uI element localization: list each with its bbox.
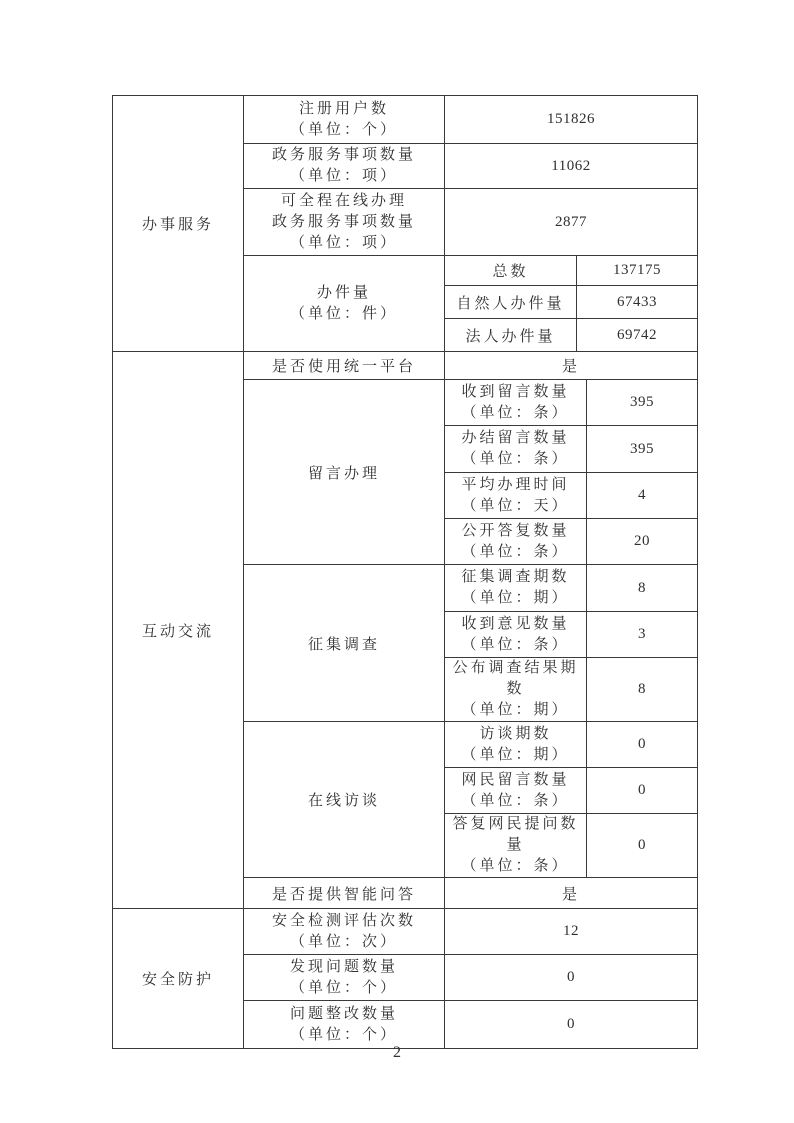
label-text: 办件量	[316, 284, 371, 301]
unit-text: （单位：项）	[289, 234, 398, 251]
section-label-security: 安全防护	[113, 909, 244, 1049]
row-label-smart-qa: 是否提供智能问答	[244, 878, 445, 909]
sub-label-messages-received	[445, 380, 587, 426]
unit-text: （单位：期）	[461, 702, 570, 718]
value-public-replies: 20	[587, 519, 698, 565]
value-messages-completed: 395	[587, 426, 698, 473]
value-smart-qa: 是	[445, 878, 698, 909]
value-interview-sessions: 0	[587, 722, 698, 768]
row-label-security-assessments	[244, 909, 445, 955]
value-registered-users: 151826	[445, 96, 698, 144]
label-text: 征集调查期数	[461, 569, 570, 585]
sub-label-survey-issues	[445, 565, 587, 612]
value-case-natural-person: 67433	[577, 286, 698, 319]
sub-label-messages-completed	[445, 426, 587, 473]
label-text-line2: 政务服务事项数量	[271, 213, 416, 230]
sub-label-public-replies	[445, 519, 587, 565]
row-label-gov-service-items	[244, 144, 445, 189]
unit-text: （单位：条）	[461, 451, 570, 467]
group-label-message-handling: 留言办理	[244, 380, 445, 565]
sub-label-interview-sessions	[445, 722, 587, 768]
label-text: 发现问题数量	[289, 958, 398, 975]
label-text: 政务服务事项数量	[271, 147, 416, 163]
value-survey-published: 8	[587, 658, 698, 722]
value-case-total: 137175	[577, 256, 698, 286]
label-text: 公开答复数量	[461, 522, 570, 539]
sub-label-case-natural-person: 自然人办件量	[445, 286, 577, 319]
section-label-service: 办事服务	[113, 96, 244, 352]
label-text: 网民留言数量	[461, 771, 570, 788]
value-messages-received: 395	[587, 380, 698, 426]
value-full-online-items: 2877	[445, 189, 698, 256]
unit-text: （单位：天）	[461, 497, 570, 514]
label-text: 平均办理时间	[461, 476, 570, 493]
unit-text: （单位：个）	[289, 979, 398, 996]
label-text: 收到留言数量	[461, 383, 570, 400]
sub-label-netizen-replies	[445, 814, 587, 878]
label-text: 注册用户数	[298, 100, 389, 117]
value-survey-issues: 8	[587, 565, 698, 612]
unit-text: （单位：件）	[289, 305, 398, 322]
sub-label-avg-handle-days	[445, 473, 587, 519]
unit-text: （单位：次）	[289, 933, 398, 950]
value-netizen-replies: 0	[587, 814, 698, 878]
value-problems-found: 0	[445, 955, 698, 1001]
unit-text: （单位：期）	[461, 590, 570, 606]
value-unified-platform: 是	[445, 352, 698, 380]
sub-label-netizen-messages	[445, 768, 587, 814]
label-text: 收到意见数量	[461, 615, 570, 632]
unit-text: （单位：条）	[461, 636, 570, 653]
row-label-full-online-items	[244, 189, 445, 256]
unit-text: （单位：条）	[461, 858, 570, 874]
unit-text: （单位：条）	[461, 404, 570, 421]
label-text-line1: 可全程在线办理	[280, 192, 407, 209]
unit-text: （单位：条）	[461, 543, 570, 560]
value-problems-rectified: 0	[445, 1001, 698, 1049]
page-number: 2	[393, 1044, 401, 1061]
report-table	[112, 95, 698, 1049]
label-text: 办结留言数量	[461, 430, 570, 446]
value-case-legal-person: 69742	[577, 319, 698, 352]
group-label-online-interview: 在线访谈	[244, 722, 445, 878]
group-label-survey: 征集调查	[244, 565, 445, 722]
value-netizen-messages: 0	[587, 768, 698, 814]
value-security-assessments: 12	[445, 909, 698, 955]
group-label-case-volume	[244, 256, 445, 352]
label-text: 答复网民提问数量	[452, 816, 579, 853]
unit-text: （单位：个）	[289, 1026, 398, 1043]
row-label-unified-platform: 是否使用统一平台	[244, 352, 445, 380]
section-label-interaction: 互动交流	[113, 352, 244, 909]
unit-text: （单位：个）	[289, 121, 398, 138]
row-label-problems-rectified	[244, 1001, 445, 1049]
label-text: 访谈期数	[479, 725, 552, 742]
sub-label-survey-opinions	[445, 612, 587, 658]
sub-label-survey-published	[445, 658, 587, 722]
value-survey-opinions: 3	[587, 612, 698, 658]
label-text: 安全检测评估次数	[271, 912, 416, 929]
unit-text: （单位：项）	[289, 168, 398, 184]
unit-text: （单位：条）	[461, 792, 570, 809]
label-text: 公布调查结果期数	[452, 660, 579, 697]
value-gov-service-items: 11062	[445, 144, 698, 189]
sub-label-case-legal-person: 法人办件量	[445, 319, 577, 352]
row-label-problems-found	[244, 955, 445, 1001]
unit-text: （单位：期）	[461, 746, 570, 763]
label-text: 问题整改数量	[289, 1005, 398, 1022]
sub-label-case-total: 总数	[445, 256, 577, 286]
value-avg-handle-days: 4	[587, 473, 698, 519]
row-label-registered-users	[244, 96, 445, 144]
